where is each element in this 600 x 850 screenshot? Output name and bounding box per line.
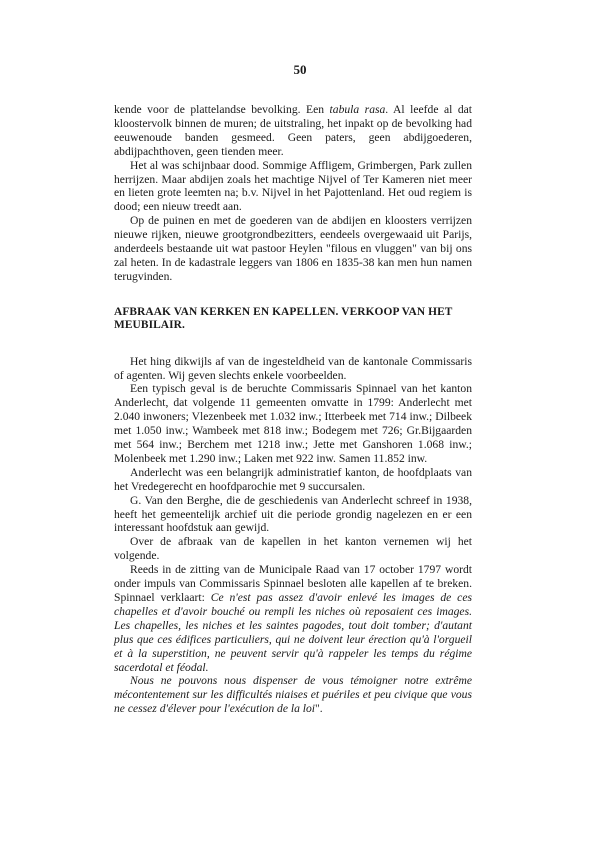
text-run: Het hing dikwijls af van de ingesteldheid van de kantonale Commissaris of agenten. Wij geven slechts enkele voorbeelden. <box>114 354 472 382</box>
text-run: Over de afbraak van de kapellen in het kanton vernemen wij het volgende. <box>114 535 472 563</box>
paragraph <box>114 466 472 494</box>
text-run: Het al was schijnbaar dood. Sommige Affligem, Grimbergen, Park zullen herrijzen. Maar abdijen zoals het machtige Nijvel of Ter Kameren niet meer en lieten grote leemten na; b.v. Nijvel in het Pajottenland. Het oud regiem is dood; een nieuw treedt aan. <box>114 158 472 214</box>
page-number: 50 <box>293 62 307 77</box>
paragraph <box>114 159 472 215</box>
italic-text: Ce n'est pas assez d'avoir enlevé les images de ces chapelles et d'avoir bouché ou rempli les niches où reposaient ces images. Les chapelles, les niches et les saintes pagodes, tout doit tomber; d'autant plus que ces édifices particuliers, qui ne doivent leur érection qu'à l'orgueil et à la superstition, ne peuvent servir qu'à rappeler les temps du régime sacerdotal et féodal. <box>114 591 472 674</box>
text-run: Anderlecht was een belangrijk administratief kanton, de hoofdplaats van het Vredegerecht en hoofdparochie met 9 succursalen. <box>114 465 472 493</box>
text-run: AFBRAAK VAN KERKEN EN KAPELLEN. VERKOOP VAN HET MEUBILAIR. <box>114 305 453 332</box>
text-run: G. Van den Berghe, die de geschiedenis van Anderlecht schreef in 1938, heeft het gemeentelijk archief uit die periode grondig nagelezen en er een interessant hoofdstuk aan gewijd. <box>114 493 472 535</box>
text-run: Op de puinen en met de goederen van de abdijen en kloosters verrijzen nieuwe rijken, nieuwe grootgrondbezitters, eendeels overgewaaid uit Parijs, anderdeels bestaande uit wat pastoor Heylen "filous en vluggen" van bij ons zal heten. In de kadastrale leggers van 1806 en 1835-38 kan men hun namen terugvinden. <box>114 214 472 283</box>
text-run: kende voor de plattelandse bevolking. Een <box>114 103 330 116</box>
paragraph <box>114 355 472 383</box>
text-run: . Al leefde al dat kloostervolk binnen de muren; de uitstraling, het inpakt op de bevolking had eeuwenoude banden gesmeed. Geen paters, geen abdijgoederen, abdijpachthoven, geen tienden meer. <box>114 103 472 158</box>
paragraph <box>114 674 472 716</box>
paragraph <box>114 494 472 536</box>
body-text <box>114 103 472 716</box>
paragraph <box>114 535 472 563</box>
paragraph <box>114 214 472 284</box>
italic-text: tabula rasa <box>329 103 386 116</box>
text-run: ". <box>315 702 323 716</box>
text-run: Reeds in de zitting van de Municipale Raad van 17 october 1797 wordt onder impuls van Commissaris Spinnael besloten alle kapellen af te breken. Spinnael verklaart: <box>114 563 472 604</box>
italic-text: Nous ne pouvons nous dispenser de vous témoigner notre extrême mécontentement sur les difficultés niaises et puériles et peu civique que vous ne cessez d'élever pour l'exécution de la loi <box>114 674 472 716</box>
paragraph <box>114 103 472 159</box>
paragraph <box>114 382 472 465</box>
section-heading <box>114 306 472 333</box>
text-run: Een typisch geval is de beruchte Commissaris Spinnael van het kanton Anderlecht, dat volgende 11 gemeenten omvatte in 1799: Anderlecht met 2.040 inwoners; Vlezenbeek met 1.032 inw.; Itterbeek met 714 inw.; Dilbeek met 1.050 inw.; Wambeek met 818 inw.; Bodegem met 726; Gr.Bijgaarden met 564 inw.; Berchem met 1218 inw.; Jette met Ganshoren 1.068 inw.; Molenbeek met 1.290 inw.; Laken met 922 inw. Samen 11.852 inw. <box>114 382 472 465</box>
paragraph <box>114 563 472 674</box>
